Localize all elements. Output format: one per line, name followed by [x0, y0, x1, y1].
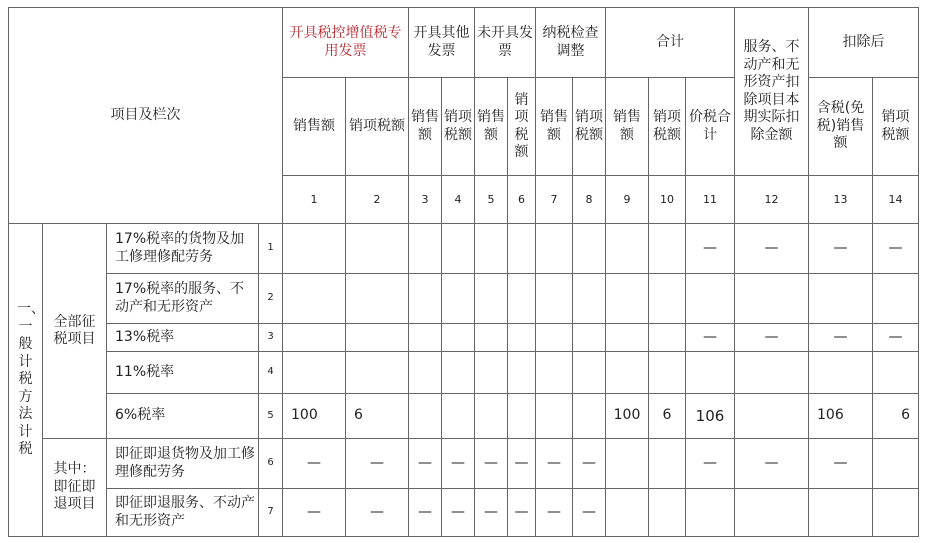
cell [573, 224, 606, 274]
header-deduction: 服务、不动产和无形资产扣除项目本期实际扣除金额 [735, 8, 809, 176]
col-num: 3 [409, 176, 442, 224]
cell [649, 439, 686, 489]
col-num: 9 [606, 176, 649, 224]
cell [346, 274, 409, 324]
cell: — [686, 224, 735, 274]
category-all-items: 全部征税项目 [43, 224, 107, 439]
header-special-invoice: 开具税控增值税专用发票 [283, 8, 409, 78]
cell [606, 489, 649, 537]
cell [508, 324, 536, 352]
cell [649, 274, 686, 324]
header-total: 合计 [606, 8, 735, 78]
cell [283, 224, 346, 274]
cell [409, 352, 442, 394]
cell [283, 352, 346, 394]
cell [686, 352, 735, 394]
cell [442, 324, 475, 352]
cell: — [809, 224, 873, 274]
col-sales-3: 销售额 [409, 78, 442, 176]
cell [536, 324, 573, 352]
cell [508, 394, 536, 439]
cell: — [873, 224, 919, 274]
cell: — [283, 489, 346, 537]
col-num: 12 [735, 176, 809, 224]
cell: — [735, 324, 809, 352]
cell [536, 352, 573, 394]
cell [873, 439, 919, 489]
header-other-invoice: 开具其他发票 [409, 8, 475, 78]
row-label: 6%税率 [107, 394, 259, 439]
category-general: 一、一般计税方法计税 [9, 224, 43, 537]
cell [649, 224, 686, 274]
row-num: 5 [259, 394, 283, 439]
cell: — [442, 439, 475, 489]
cell [409, 274, 442, 324]
cell [442, 224, 475, 274]
cell [475, 224, 508, 274]
col-num: 14 [873, 176, 919, 224]
cell [649, 324, 686, 352]
row-label: 17%税率的服务、不动产和无形资产 [107, 274, 259, 324]
cell: — [573, 439, 606, 489]
cell [649, 352, 686, 394]
cell: 106 [686, 394, 735, 439]
cell [283, 324, 346, 352]
cell [873, 274, 919, 324]
cell [735, 352, 809, 394]
cell [606, 352, 649, 394]
cell: — [346, 439, 409, 489]
col-sales-7: 销售额 [536, 78, 573, 176]
cell [606, 439, 649, 489]
col-sales-9: 销售额 [606, 78, 649, 176]
cell [686, 274, 735, 324]
header-item: 项目及栏次 [9, 8, 283, 224]
cell: — [809, 324, 873, 352]
cell [442, 274, 475, 324]
cell: — [409, 439, 442, 489]
row-num: 7 [259, 489, 283, 537]
cell: — [508, 439, 536, 489]
cell [649, 489, 686, 537]
cell [475, 352, 508, 394]
cell [508, 274, 536, 324]
col-tax-incl-sales-13: 含税(免税)销售额 [809, 78, 873, 176]
col-tax-10: 销项税额 [649, 78, 686, 176]
cell [442, 394, 475, 439]
row-num: 6 [259, 439, 283, 489]
cell [873, 352, 919, 394]
col-tax-4: 销项税额 [442, 78, 475, 176]
row-label: 即征即退服务、不动产和无形资产 [107, 489, 259, 537]
cell: — [735, 439, 809, 489]
cell: — [873, 324, 919, 352]
cell [573, 352, 606, 394]
cell: — [686, 439, 735, 489]
row-label: 17%税率的货物及加工修理修配劳务 [107, 224, 259, 274]
cell: — [475, 439, 508, 489]
row-num: 1 [259, 224, 283, 274]
cell [536, 274, 573, 324]
cell [475, 394, 508, 439]
cell [475, 274, 508, 324]
cell [346, 224, 409, 274]
col-num: 2 [346, 176, 409, 224]
cell: — [573, 489, 606, 537]
cell [809, 274, 873, 324]
cell [809, 489, 873, 537]
cell: — [536, 489, 573, 537]
cell [536, 224, 573, 274]
cell [346, 352, 409, 394]
cell [283, 274, 346, 324]
col-tax-6: 销项税额 [508, 78, 536, 176]
cell [873, 489, 919, 537]
row-label: 13%税率 [107, 324, 259, 352]
cell [442, 352, 475, 394]
cell [346, 324, 409, 352]
cell [735, 394, 809, 439]
cell: — [508, 489, 536, 537]
cell [606, 274, 649, 324]
header-no-invoice: 未开具发票 [475, 8, 536, 78]
col-num: 8 [573, 176, 606, 224]
col-price-tax-11: 价税合计 [686, 78, 735, 176]
col-num: 7 [536, 176, 573, 224]
cell [573, 324, 606, 352]
col-sales-5: 销售额 [475, 78, 508, 176]
cell [606, 324, 649, 352]
col-sales-1: 销售额 [283, 78, 346, 176]
col-tax-8: 销项税额 [573, 78, 606, 176]
col-tax-14: 销项税额 [873, 78, 919, 176]
row-label: 即征即退货物及加工修理修配劳务 [107, 439, 259, 489]
cell: — [686, 324, 735, 352]
row-label: 11%税率 [107, 352, 259, 394]
tax-declaration-table [8, 7, 919, 537]
cell: 100 [606, 394, 649, 439]
cell [686, 489, 735, 537]
col-num: 13 [809, 176, 873, 224]
cell [606, 224, 649, 274]
col-num: 11 [686, 176, 735, 224]
cell [508, 352, 536, 394]
header-inspection: 纳税检查调整 [536, 8, 606, 78]
cell: 6 [346, 394, 409, 439]
cell [735, 274, 809, 324]
cell: — [809, 439, 873, 489]
row-num: 4 [259, 352, 283, 394]
cell: — [735, 224, 809, 274]
cell [809, 352, 873, 394]
cell: — [475, 489, 508, 537]
cell: 100 [283, 394, 346, 439]
cell: 6 [649, 394, 686, 439]
row-num: 2 [259, 274, 283, 324]
cell [475, 324, 508, 352]
cell: — [442, 489, 475, 537]
category-instant-refund: 其中：即征即退项目 [43, 439, 107, 537]
cell [508, 224, 536, 274]
cell: — [283, 439, 346, 489]
col-num: 5 [475, 176, 508, 224]
cell [735, 489, 809, 537]
cell [573, 274, 606, 324]
cell [409, 394, 442, 439]
col-num: 1 [283, 176, 346, 224]
col-num: 10 [649, 176, 686, 224]
cell [573, 394, 606, 439]
cell: — [536, 439, 573, 489]
cell: 6 [873, 394, 919, 439]
cell: 106 [809, 394, 873, 439]
header-after-deduction: 扣除后 [809, 8, 919, 78]
col-tax-2: 销项税额 [346, 78, 409, 176]
col-num: 6 [508, 176, 536, 224]
cell: — [409, 489, 442, 537]
cell [409, 324, 442, 352]
cell [409, 224, 442, 274]
row-num: 3 [259, 324, 283, 352]
col-num: 4 [442, 176, 475, 224]
cell: — [346, 489, 409, 537]
cell [536, 394, 573, 439]
